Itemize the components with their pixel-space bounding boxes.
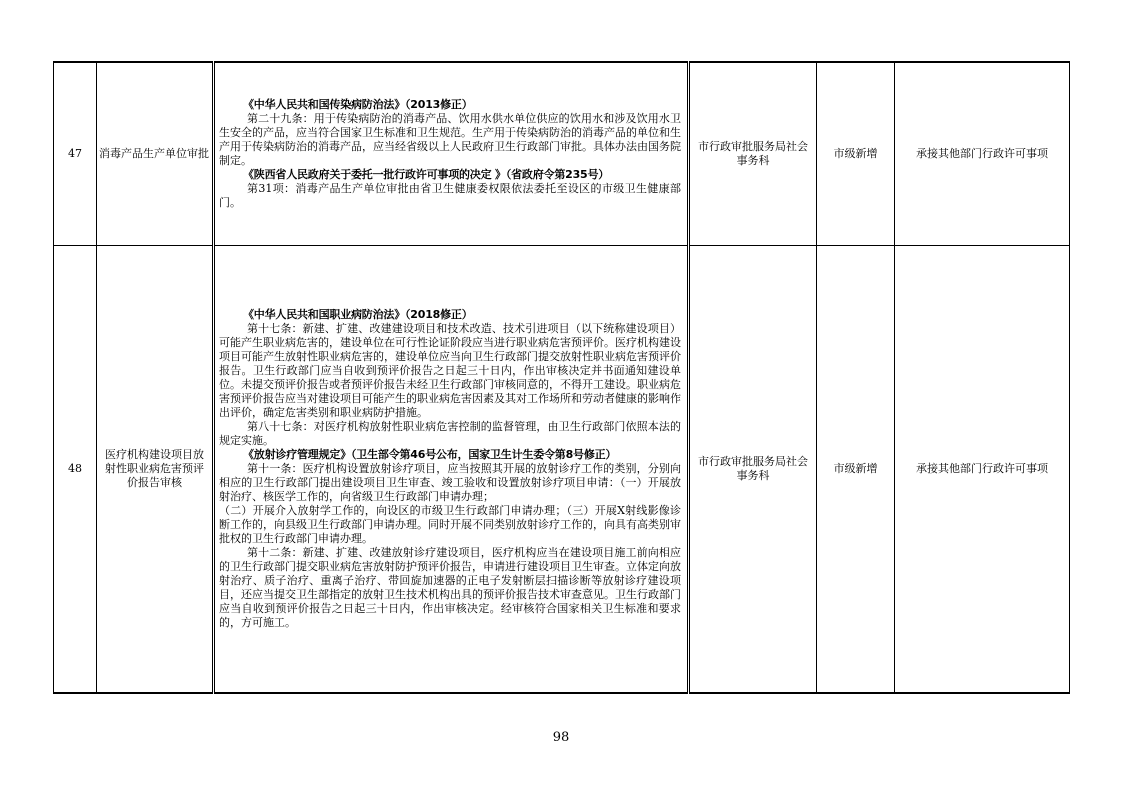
item-name: 消毒产品生产单位审批 bbox=[97, 62, 214, 245]
responsible-department: 市行政审批服务局社会事务科 bbox=[689, 245, 817, 693]
table-row bbox=[54, 245, 1070, 693]
law-paragraph: 第31项：消毒产品生产单位审批由省卫生健康委权限依法委托至设区的市级卫生健康部门。 bbox=[219, 181, 681, 209]
law-paragraph: 第十七条：新建、扩建、改建建设项目和技术改造、技术引进项目（以下统称建设项目）可能产生职业病危害的，建设单位在可行性论证阶段应当进行职业病危害预评价。医疗机构建设项目可能产生放射性职业病危害的，建设单位应当向卫生行政部门提交放射性职业病危害预评价报告。卫生行政部门应当自收到预评价报告之日起三十日内，作出审核决定并书面通知建设单位。未提交预评价报告或者预评价报告未经卫生行政部门审核同意的，不得开工建设。职业病危害预评价报告应当对建设项目可能产生的职业病危害因素及其对工作场所和劳动者健康的影响作出评价，确定危害类别和职业病防护措施。 bbox=[219, 321, 681, 419]
law-title: 《中华人民共和国职业病防治法》（2018修正） bbox=[243, 307, 473, 321]
law-title: 《陕西省人民政府关于委托一批行政许可事项的决定 》（省政府令第235号） bbox=[243, 167, 610, 181]
law-paragraph: 第二十九条：用于传染病防治的消毒产品、饮用水供水单位供应的饮用水和涉及饮用水卫生安全的产品，应当符合国家卫生标准和卫生规范。生产用于传染病防治的消毒产品的单位和生产用于传染病防治的消毒产品，应当经省级以上人民政府卫生行政部门审批。具体办法由国务院制定。 bbox=[219, 111, 681, 167]
item-level: 市级新增 bbox=[817, 245, 895, 693]
law-title: 《中华人民共和国传染病防治法》（2013修正） bbox=[243, 97, 473, 111]
item-note: 承接其他部门行政许可事项 bbox=[895, 62, 1070, 245]
row-index: 48 bbox=[54, 245, 97, 693]
law-title: 《放射诊疗管理规定》（卫生部令第46号公布，国家卫生计生委令第8号修正） bbox=[243, 447, 617, 461]
law-paragraph: 第十一条：医疗机构设置放射诊疗项目，应当按照其开展的放射诊疗工作的类别，分别向相应的卫生行政部门提出建设项目卫生审查、竣工验收和设置放射诊疗项目申请：（一）开展放射治疗、核医学工作的，向省级卫生行政部门申请办理； bbox=[219, 461, 681, 503]
page-number: 98 bbox=[552, 730, 570, 745]
legal-basis-cell bbox=[214, 245, 689, 693]
law-paragraph: （二）开展介入放射学工作的，向设区的市级卫生行政部门申请办理；（三）开展X射线影像诊断工作的，向县级卫生行政部门申请办理。同时开展不同类别放射诊疗工作的，向具有高类别审批权的卫生行政部门申请办理。 bbox=[219, 503, 681, 545]
item-note: 承接其他部门行政许可事项 bbox=[895, 245, 1070, 693]
table-row bbox=[54, 62, 1070, 245]
row-index: 47 bbox=[54, 62, 97, 245]
item-level: 市级新增 bbox=[817, 62, 895, 245]
legal-basis-cell bbox=[214, 62, 689, 245]
law-paragraph: 第八十七条：对医疗机构放射性职业病危害控制的监督管理，由卫生行政部门依照本法的规定实施。 bbox=[219, 419, 681, 447]
law-paragraph: 第十二条：新建、扩建、改建放射诊疗建设项目，医疗机构应当在建设项目施工前向相应的卫生行政部门提交职业病危害放射防护预评价报告，申请进行建设项目卫生审查。立体定向放射治疗、质子治疗、重离子治疗、带回旋加速器的正电子发射断层扫描诊断等放射诊疗建设项目，还应当提交卫生部指定的放射卫生技术机构出具的预评价报告技术审查意见。卫生行政部门应当自收到预评价报告之日起三十日内，作出审核决定。经审核符合国家相关卫生标准和要求的，方可施工。 bbox=[219, 545, 681, 629]
item-name: 医疗机构建设项目放射性职业病危害预评价报告审核 bbox=[97, 245, 214, 693]
responsible-department: 市行政审批服务局社会事务科 bbox=[689, 62, 817, 245]
approval-items-table bbox=[53, 61, 1070, 694]
